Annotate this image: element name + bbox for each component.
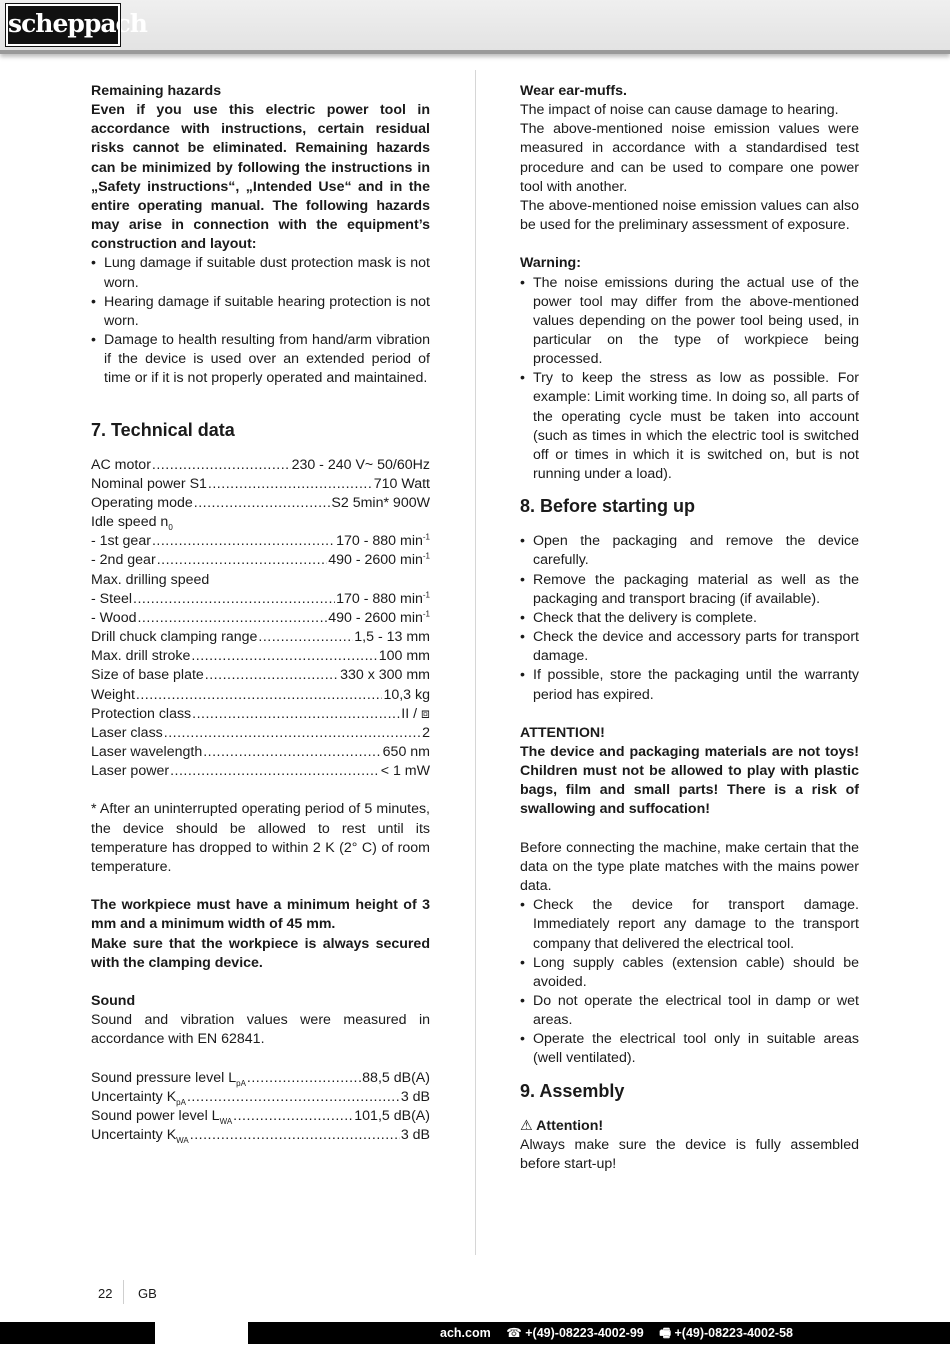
spec-row: Protection class ..... II / ⧈ bbox=[91, 705, 430, 724]
spec-row: Uncertainty $K_{WA}$ ..... 3 dB bbox=[91, 1126, 430, 1145]
brand-logo: scheppach bbox=[6, 4, 120, 46]
contact-info bbox=[440, 1324, 805, 1345]
spec-row: - 1st gear ..... 170 - 880 $\min^{-1}$ bbox=[91, 532, 430, 551]
right-column bbox=[520, 82, 859, 1174]
spec-row: Sound pressure level $L_{pA}$ ..... 88,5 dB(A) bbox=[91, 1069, 430, 1088]
spec-row: Nominal power S1 ..... 710 Watt bbox=[91, 475, 430, 494]
paragraph: The above-mentioned noise emission values can also be used for the preliminary assessment of exposure. bbox=[520, 197, 859, 234]
before-list bbox=[520, 532, 859, 704]
page-number: 22 bbox=[98, 1286, 113, 1301]
spec-row: Sound power level $L_{WA}$ ..... 101,5 dB(A) bbox=[91, 1107, 430, 1126]
spec-row: - Wood ..... 490 - 2600 $\min^{-1}$ bbox=[91, 609, 430, 628]
list-item: • Check the device and accessory parts for transport damage. bbox=[520, 628, 859, 666]
left-column bbox=[91, 82, 430, 1145]
workpiece-note: The workpiece must have a minimum height of 3 mm and a minimum width of 45 mm. bbox=[91, 897, 430, 933]
spec-row: Max. drill stroke ..... 100 mm bbox=[91, 647, 430, 666]
spec-row: Drill chuck clamping range ..... 1,5 - 13 mm bbox=[91, 628, 430, 647]
warning-title: Warning: bbox=[520, 255, 581, 272]
list-item: • Check the device for transport damage. Immediately report any damage to the transport company that delivered the electrical tool. bbox=[520, 896, 859, 953]
spec-row: AC motor ..... 230 - 240 V~ 50/60Hz bbox=[91, 456, 430, 475]
list-item: • The noise emissions during the actual use of the power tool may differ from the above-mentioned values depending on the power tool being used, in particular on the type of workpiece being processed. bbox=[520, 274, 859, 370]
spec-row: Weight ..... 10,3 kg bbox=[91, 686, 430, 705]
list-item: • Do not operate the electrical tool in damp or wet areas. bbox=[520, 992, 859, 1030]
attention-title: ATTENTION! bbox=[520, 724, 605, 741]
list-item: • Damage to health resulting from hand/arm vibration if the device is used over an extended period of time or if it is not properly operated and maintained. bbox=[91, 331, 430, 388]
section-heading-technical-data: 7. Technical data bbox=[91, 419, 235, 440]
attention-text: The device and packaging materials are not toys! Children must not be allowed to play with plastic bags, film and small parts! There is a risk of swallowing and suffocation! bbox=[520, 743, 859, 818]
spec-row: Size of base plate ..... 330 x 300 mm bbox=[91, 666, 430, 685]
workpiece-note: Make sure that the workpiece is always secured with the clamping device. bbox=[91, 935, 430, 971]
spec-row: Uncertainty $K_{pA}$ ..... 3 dB bbox=[91, 1088, 430, 1107]
header-bar bbox=[0, 0, 950, 54]
list-item: • Hearing damage if suitable hearing protection is not worn. bbox=[91, 293, 430, 331]
list-item: • Operate the electrical tool only in suitable areas (well ventilated). bbox=[520, 1030, 859, 1068]
warning-list bbox=[520, 274, 859, 485]
section-heading-assembly: 9. Assembly bbox=[520, 1080, 625, 1101]
remaining-hazards-text: Even if you use this electric power tool in accordance with instructions, certain residual risks cannot be eliminated. Remaining hazards can be minimized by following the instructions in „Safety instructions“, „Intended Use“ and in the entire operating manual. The following hazards may arise in connection with the equipment’s construction and layout: bbox=[91, 102, 430, 253]
connect-list bbox=[520, 896, 859, 1068]
list-item: • Check that the delivery is complete. bbox=[520, 609, 859, 628]
paragraph: Before connecting the machine, make certain that the data on the type plate matches with the mains power data. bbox=[520, 839, 859, 895]
website: ach.com bbox=[440, 1326, 491, 1340]
list-item: • Remove the packaging material as well as the packaging and transport bracing (if available). bbox=[520, 571, 859, 609]
footer-divider bbox=[123, 1280, 124, 1304]
column-divider bbox=[475, 70, 476, 1255]
paragraph: The impact of noise can cause damage to hearing. bbox=[520, 102, 839, 119]
spec-row: Laser power ..... < 1 mW bbox=[91, 762, 430, 781]
hazard-list bbox=[91, 254, 430, 388]
list-item: • Open the packaging and remove the device carefully. bbox=[520, 532, 859, 570]
remaining-hazards-title: Remaining hazards bbox=[91, 83, 222, 99]
list-item: • Lung damage if suitable dust protection mask is not worn. bbox=[91, 254, 430, 292]
drilling-speed-label: Max. drilling speed bbox=[91, 571, 210, 588]
spec-row: - Steel ..... 170 - 880 $\min^{-1}$ bbox=[91, 590, 430, 609]
section-heading-before-starting-up: 8. Before starting up bbox=[520, 496, 696, 517]
list-item: • If possible, store the packaging until the warranty period has expired. bbox=[520, 666, 859, 704]
bottom-bar-gap bbox=[155, 1322, 248, 1344]
idle-speed-label: Idle speed $n_0$ bbox=[91, 514, 173, 532]
fax-number: 🖷 +(49)-08223-4002-58 bbox=[659, 1326, 793, 1340]
list-item: • Long supply cables (extension cable) should be avoided. bbox=[520, 954, 859, 992]
phone-number: ☎ +(49)-08223-4002-99 bbox=[506, 1326, 644, 1340]
spec-row: Laser wavelength ..... 650 nm bbox=[91, 743, 430, 762]
spec-row: Operating mode ..... S2 5min* 900W bbox=[91, 494, 430, 513]
list-item: • Try to keep the stress as low as possible. For example: Limit working time. In doing so, all parts of the operating cycle must be taken into account (such as times in which the electric tool is switched off or times in which it is switched on, but is not running under a load). bbox=[520, 369, 859, 484]
assembly-attention: ⚠ Attention! bbox=[520, 1117, 604, 1134]
language-code: GB bbox=[138, 1286, 157, 1301]
footnote: * After an uninterrupted operating period of 5 minutes, the device should be allowed to rest until its temperature has dropped to within 2 K (2° C) of room temperature. bbox=[91, 801, 430, 875]
spec-row: - 2nd gear ..... 490 - 2600 $\min^{-1}$ bbox=[91, 551, 430, 570]
paragraph: Always make sure the device is fully assembled before start-up! bbox=[520, 1136, 859, 1172]
sound-title: Sound bbox=[91, 992, 136, 1009]
paragraph: The above-mentioned noise emission values were measured in accordance with a standardised test procedure and can be used to compare one power tool with another. bbox=[520, 121, 859, 195]
sound-text: Sound and vibration values were measured in accordance with EN 62841. bbox=[91, 1012, 430, 1048]
spec-row: Laser class ..... 2 bbox=[91, 724, 430, 743]
earmuffs-title: Wear ear-muffs. bbox=[520, 83, 627, 99]
